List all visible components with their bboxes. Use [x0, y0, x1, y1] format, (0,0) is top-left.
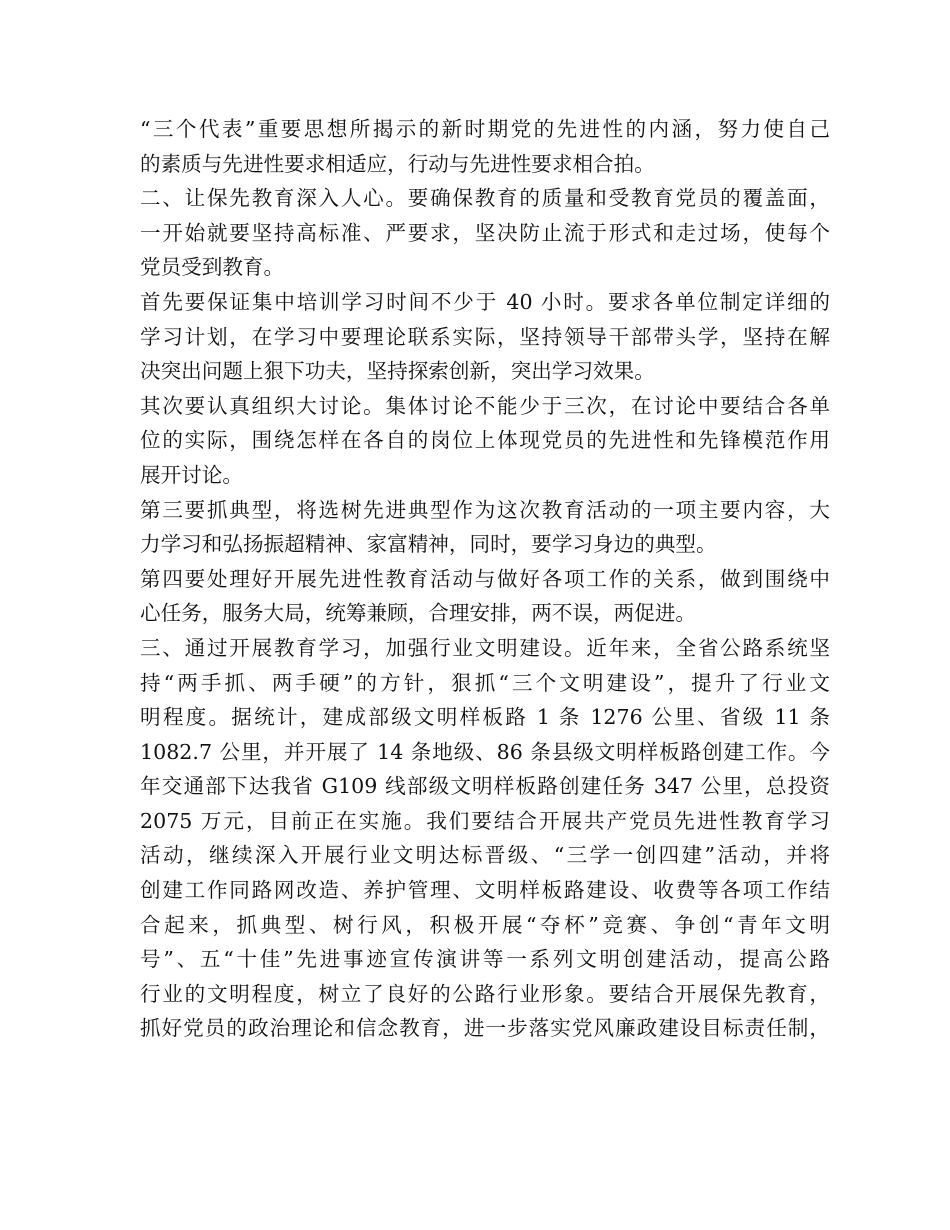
text-line: 力学习和弘扬振超精神、家富精神，同时，要学习身边的典型。	[140, 532, 717, 557]
text-line: 学习计划，在学习中要理论联系实际，坚持领导干部带头学，坚持在解	[140, 324, 830, 349]
text-line: 年交通部下达我省 G109 线部级文明样板路创建任务 347 公里，总投资	[140, 774, 830, 799]
text-line: 决突出问题上狠下功夫，坚持探索创新，突出学习效果。	[140, 359, 655, 384]
text-line: 其次要认真组织大讨论。集体讨论不能少于三次，在讨论中要结合各单	[140, 393, 830, 418]
text-line: 创建工作同路网改造、养护管理、文明样板路建设、收费等各项工作结	[140, 878, 830, 903]
text-line: 展开讨论。	[140, 462, 243, 487]
text-line: “三个代表”重要思想所揭示的新时期党的先进性的内涵，努力使自己	[140, 117, 830, 141]
text-line: 抓好党员的政治理论和信念教育，进一步落实党风廉政建设目标责任制，	[140, 1016, 830, 1041]
text-line: 党员受到教育。	[140, 255, 285, 280]
text-line: 一开始就要坚持高标准、严要求，坚决防止流于形式和走过场，使每个	[140, 220, 830, 245]
text-line: 第三要抓典型，将选树先进典型作为这次教育活动的一项主要内容，大	[140, 497, 830, 522]
text-line: 第四要处理好开展先进性教育活动与做好各项工作的关系，做到围绕中	[140, 566, 830, 591]
text-line: 的素质与先进性要求相适应，行动与先进性要求相合拍。	[140, 151, 655, 176]
text-line: 2075 万元，目前正在实施。我们要结合开展共产党员先进性教育学习	[140, 808, 830, 833]
text-line: 活动，继续深入开展行业文明达标晋级、“三学一创四建”活动，并将	[140, 843, 830, 868]
text-line: 号”、五“十佳”先进事迹宣传演讲等一系列文明创建活动，提高公路	[140, 947, 830, 972]
text-line: 1082.7 公里，并开展了 14 条地级、86 条县级文明样板路创建工作。今	[140, 739, 830, 764]
text-line: 二、让保先教育深入人心。要确保教育的质量和受教育党员的覆盖面，	[140, 186, 830, 211]
text-line: 行业的文明程度，树立了良好的公路行业形象。要结合开展保先教育，	[140, 981, 830, 1006]
text-line: 三、通过开展教育学习，加强行业文明建设。近年来，全省公路系统坚	[140, 635, 830, 660]
text-line: 首先要保证集中培训学习时间不少于 40 小时。要求各单位制定详细的	[140, 289, 830, 314]
document-body	[140, 112, 830, 1046]
text-line: 持“两手抓、两手硬”的方针，狠抓“三个文明建设”，提升了行业文	[140, 670, 830, 695]
text-line: 心任务，服务大局，统筹兼顾，合理安排，两不误，两促进。	[140, 601, 697, 626]
text-line: 位的实际，围绕怎样在各自的岗位上体现党员的先进性和先锋模范作用	[140, 428, 830, 453]
text-line: 合起来，抓典型、树行风，积极开展“夺杯”竞赛、争创“青年文明	[140, 912, 830, 937]
text-line: 明程度。据统计，建成部级文明样板路 1 条 1276 公里、省级 11 条	[140, 705, 830, 730]
